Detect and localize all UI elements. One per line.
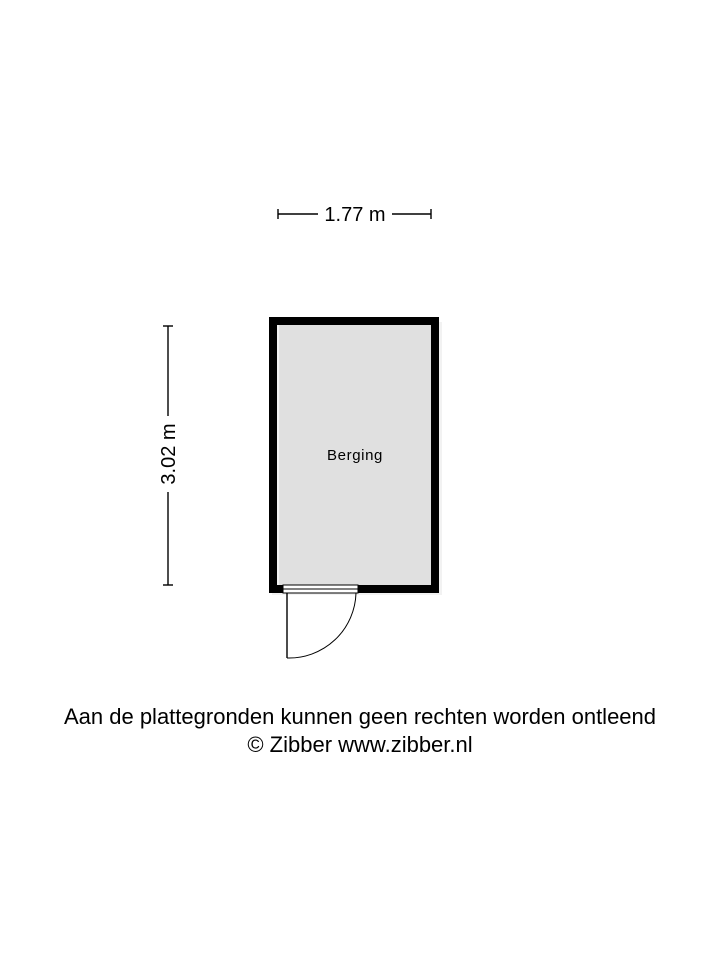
height-dimension xyxy=(158,326,180,585)
door-swing-arc xyxy=(287,593,356,658)
wall-bottom-right xyxy=(358,585,439,593)
wall-top xyxy=(269,317,439,325)
width-dimension-label: 1.77 m xyxy=(324,204,386,226)
disclaimer-text: Aan de plattegronden kunnen geen rechten worden ontleend xyxy=(63,704,657,729)
door xyxy=(283,585,358,658)
height-dimension-label: 3.02 m xyxy=(158,423,180,485)
copyright-text: © Zibber www.zibber.nl xyxy=(247,732,473,757)
width-dimension xyxy=(278,204,431,226)
wall-left xyxy=(269,317,277,593)
room-label: Berging xyxy=(327,447,383,464)
wall-right xyxy=(431,317,439,593)
wall-bottom-left xyxy=(269,585,283,593)
